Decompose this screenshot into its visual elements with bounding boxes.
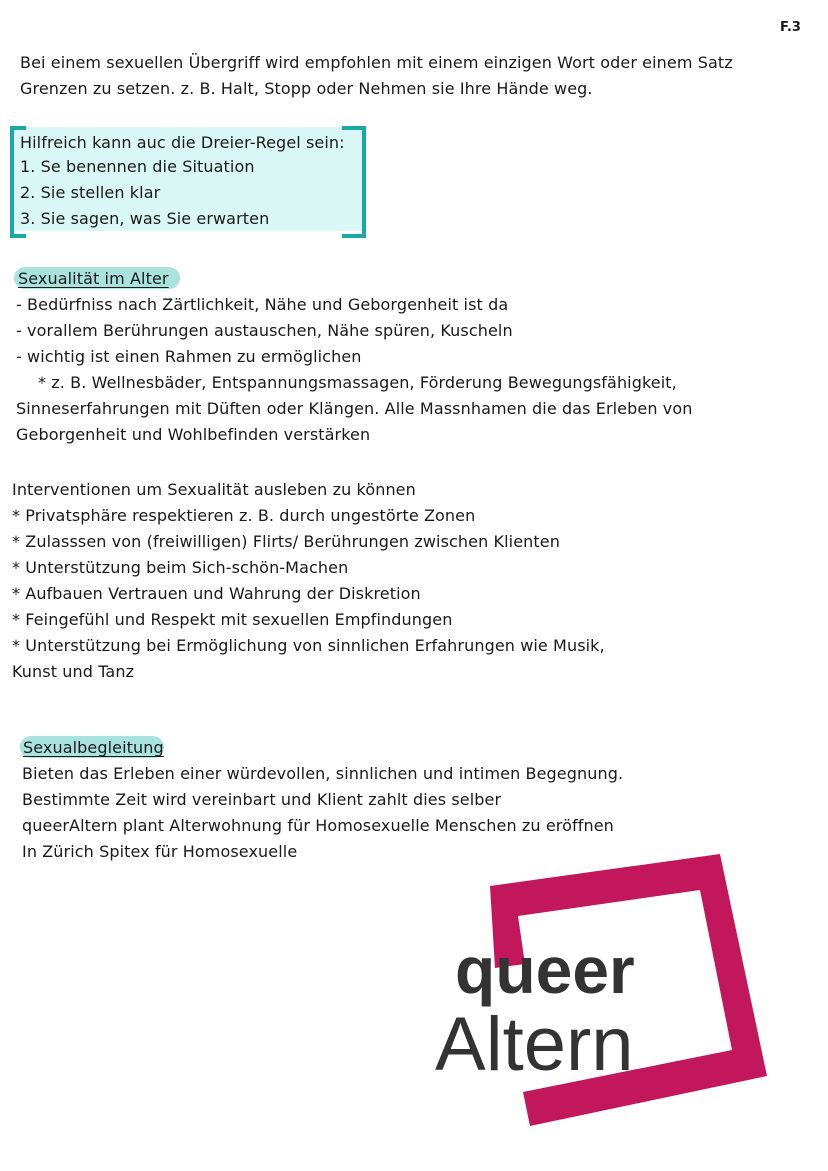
alter-line-6: Geborgenheit und Wohlbefinden verstärken <box>16 425 371 444</box>
heading-sexualitaet-im-alter: Sexualität im Alter <box>18 269 169 288</box>
page-number: F.3 <box>780 20 801 35</box>
intervention-line-5: * Feingefühl und Respekt mit sexuellen Empfindungen <box>12 610 453 629</box>
logo-word-queer: queer <box>455 933 635 1007</box>
queer-altern-logo <box>430 848 780 1138</box>
intervention-line-4: * Aufbauen Vertrauen und Wahrung der Diskretion <box>12 584 421 603</box>
begleitung-line-2: Bestimmte Zeit wird vereinbart und Klient zahlt dies selber <box>22 790 502 809</box>
intervention-line-2: * Zulasssen von (freiwilligen) Flirts/ Berührungen zwischen Klienten <box>12 532 560 551</box>
begleitung-line-4: In Zürich Spitex für Homosexuelle <box>22 842 298 861</box>
rule-item-2: 2. Sie stellen klar <box>20 183 161 202</box>
alter-line-1: - Bedürfniss nach Zärtlichkeit, Nähe und Geborgenheit ist da <box>16 295 509 314</box>
alter-line-5: Sinneserfahrungen mit Düften oder Klängen. Alle Massnhamen die das Erleben von <box>16 399 693 418</box>
intervention-line-6: * Unterstützung bei Ermöglichung von sinnlichen Erfahrungen wie Musik, <box>12 636 605 655</box>
heading-sexualbegleitung: Sexualbegleitung <box>23 738 164 757</box>
intervention-line-3: * Unterstützung beim Sich-schön-Machen <box>12 558 349 577</box>
heading-interventionen: Interventionen um Sexualität ausleben zu können <box>12 480 416 499</box>
begleitung-line-1: Bieten das Erleben einer würdevollen, sinnlichen und intimen Begegnung. <box>22 764 624 783</box>
alter-line-2: - vorallem Berührungen austauschen, Nähe spüren, Kuscheln <box>16 321 513 340</box>
rule-item-3: 3. Sie sagen, was Sie erwarten <box>20 209 270 228</box>
begleitung-line-3: queerAltern plant Alterwohnung für Homosexuelle Menschen zu eröffnen <box>22 816 614 835</box>
intro-line-2: Grenzen zu setzen. z. B. Halt, Stopp oder Nehmen sie Ihre Hände weg. <box>20 79 593 98</box>
intervention-line-1: * Privatsphäre respektieren z. B. durch ungestörte Zonen <box>12 506 476 525</box>
alter-line-3: - wichtig ist einen Rahmen zu ermöglichen <box>16 347 362 366</box>
logo-word-altern: Altern <box>435 1002 634 1087</box>
intro-line-1: Bei einem sexuellen Übergriff wird empfohlen mit einem einzigen Wort oder einem Satz <box>20 53 733 72</box>
rule-title: Hilfreich kann auc die Dreier-Regel sein: <box>20 133 345 152</box>
rule-item-1: 1. Se benennen die Situation <box>20 157 255 176</box>
bracket-right <box>342 126 366 238</box>
intervention-line-7: Kunst und Tanz <box>12 662 135 681</box>
alter-line-4: * z. B. Wellnesbäder, Entspannungsmassagen, Förderung Bewegungsfähigkeit, <box>38 373 677 392</box>
